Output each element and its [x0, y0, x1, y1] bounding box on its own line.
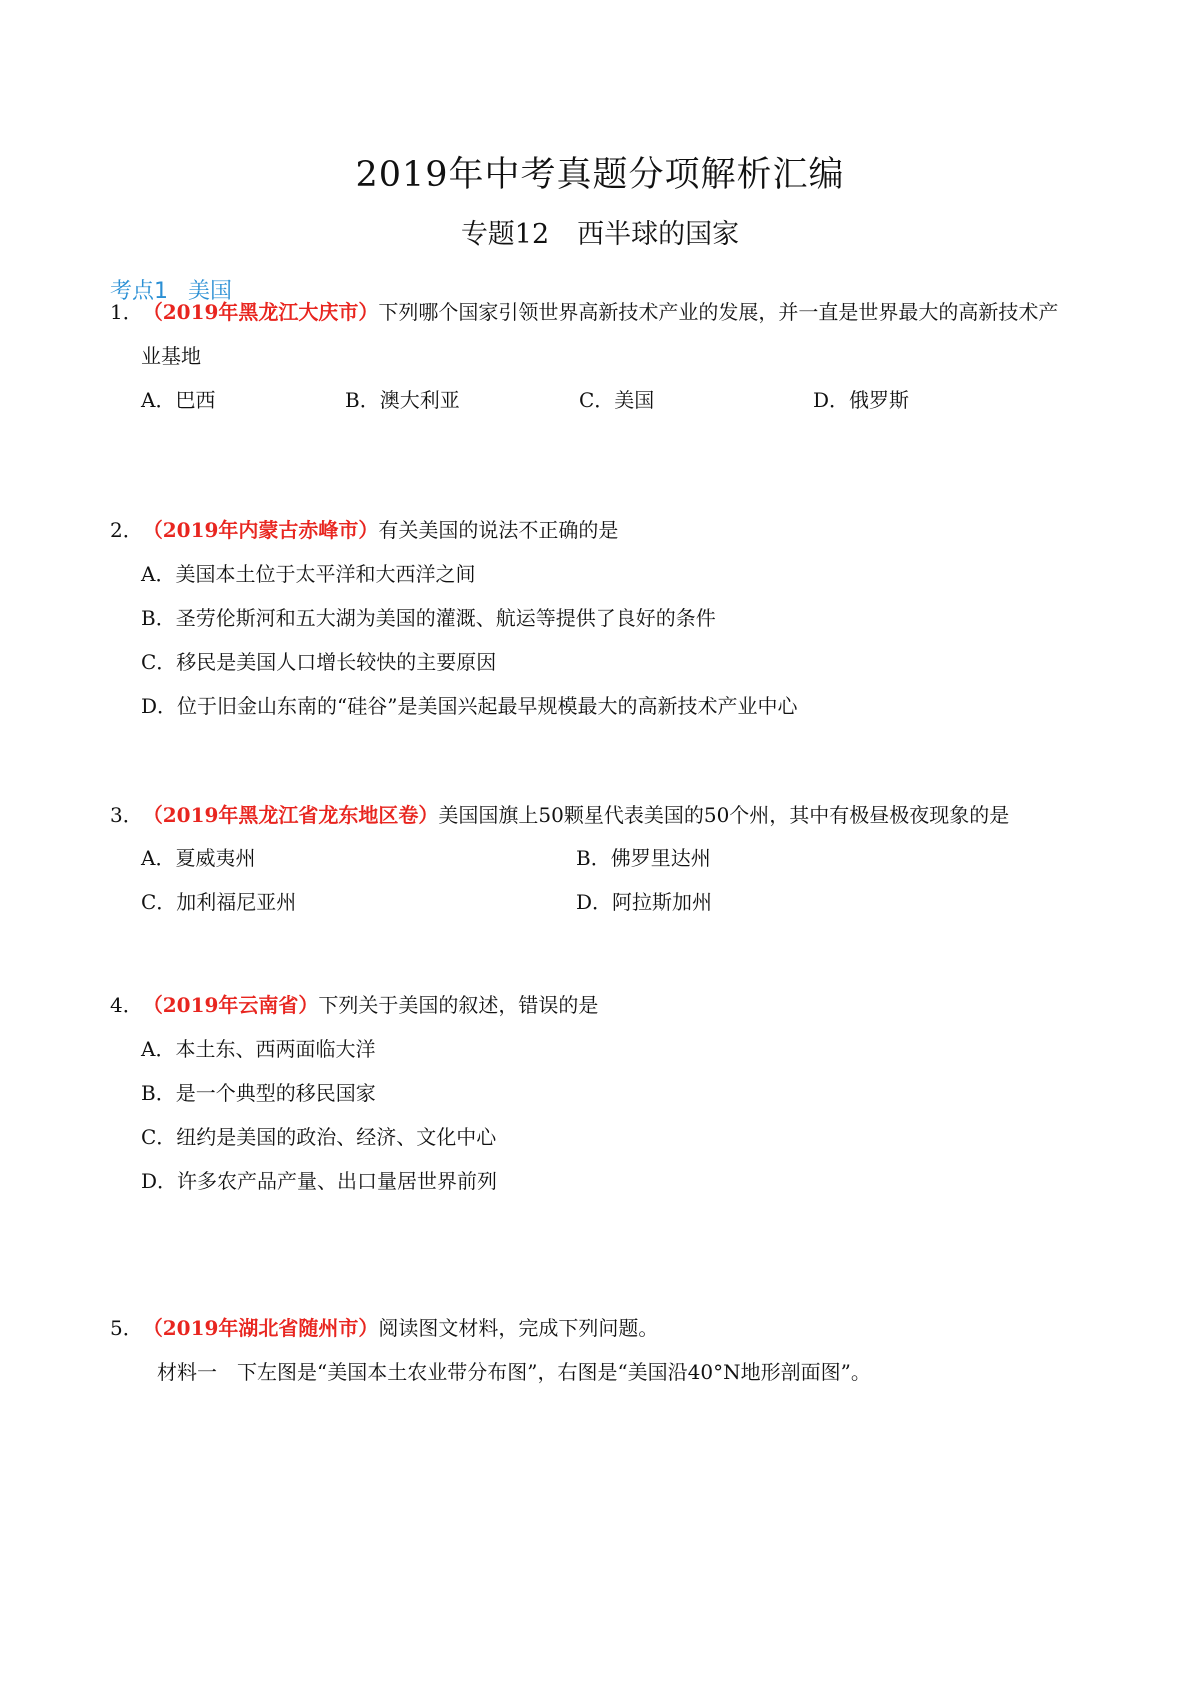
option-b: B．是一个典型的移民国家 [141, 1081, 376, 1105]
question-number: 3． [110, 803, 143, 827]
page-subtitle [0, 215, 1200, 255]
question-number: 5． [110, 1316, 143, 1340]
question-source: （2019年黑龙江大庆市） [142, 300, 379, 324]
question-number: 4． [110, 993, 143, 1017]
option-a: A．本土东、西两面临大洋 [141, 1037, 376, 1061]
question-number: 2． [110, 518, 143, 542]
question-3-stem [110, 799, 1009, 831]
option-c: C．加利福尼亚州 [141, 890, 297, 914]
subtitle-name: 西半球的国家 [577, 219, 740, 250]
option-d: D．位于旧金山东南的“硅谷”是美国兴起最早规模最大的高新技术产业中心 [141, 694, 798, 718]
question-text: 下列哪个国家引领世界高新技术产业的发展，并一直是世界最大的高新技术产 [378, 300, 1059, 324]
question-5-stem [110, 1312, 658, 1344]
option-d: D．俄罗斯 [813, 388, 910, 412]
subtitle-topic: 专题12 [460, 219, 550, 250]
section-name: 美国 [188, 279, 233, 304]
question-number: 1． [110, 300, 143, 324]
question-text: 有关美国的说法不正确的是 [378, 518, 619, 542]
option-a: A．巴西 [141, 388, 216, 412]
question-1-stem-continued: 业基地 [141, 344, 201, 368]
question-text: 美国国旗上50颗星代表美国的50个州，其中有极昼极夜现象的是 [438, 803, 1010, 827]
question-source: （2019年内蒙古赤峰市） [142, 518, 379, 542]
option-c: C．纽约是美国的政治、经济、文化中心 [141, 1125, 497, 1149]
option-c: C．美国 [579, 388, 655, 412]
question-text: 阅读图文材料，完成下列问题。 [378, 1316, 659, 1340]
option-d: D．许多农产品产量、出口量居世界前列 [141, 1169, 498, 1193]
question-source: （2019年云南省） [142, 993, 319, 1017]
page-title: 2019年中考真题分项解析汇编 [355, 155, 845, 195]
option-c: C．移民是美国人口增长较快的主要原因 [141, 650, 497, 674]
material-text: 下左图是“美国本土农业带分布图”，右图是“美国沿40°N地形剖面图”。 [237, 1360, 871, 1384]
option-b: B．佛罗里达州 [576, 846, 711, 870]
option-a: A．夏威夷州 [141, 846, 256, 870]
question-4-stem [110, 989, 598, 1021]
section-label: 考点1 [110, 279, 168, 304]
material-label: 材料一 [157, 1360, 217, 1384]
question-text: 下列关于美国的叙述，错误的是 [318, 993, 599, 1017]
question-2-stem [110, 514, 618, 546]
question-source: （2019年黑龙江省龙东地区卷） [142, 803, 439, 827]
option-d: D．阿拉斯加州 [576, 890, 713, 914]
question-source: （2019年湖北省随州市） [142, 1316, 379, 1340]
question-1-stem [110, 296, 1058, 328]
material-one [157, 1356, 871, 1388]
option-a: A．美国本土位于太平洋和大西洋之间 [141, 562, 476, 586]
option-b: B．圣劳伦斯河和五大湖为美国的灌溉、航运等提供了良好的条件 [141, 606, 716, 630]
option-b: B．澳大利亚 [345, 388, 460, 412]
